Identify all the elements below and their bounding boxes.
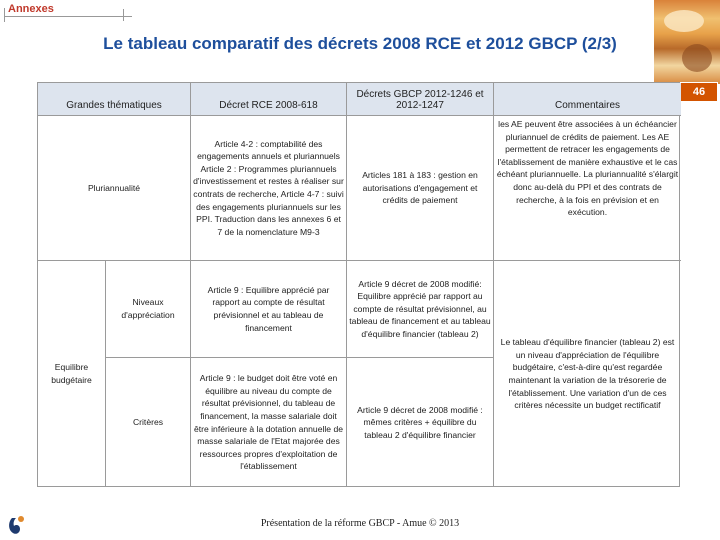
sub-niveaux-label: Niveaux d'appréciation (121, 297, 175, 320)
comparison-table (37, 82, 680, 487)
column-header-themes: Grandes thématiques (38, 83, 191, 116)
sub-criteres-label: Critères (132, 417, 164, 428)
header-rule (4, 16, 132, 17)
gbcp-niveaux (347, 261, 494, 358)
rce-niveaux (191, 261, 347, 358)
gbcp-pluriannualite (347, 116, 494, 261)
gbcp-pluriannualite-text: Articles 181 à 183 : gestion en autorisations d'engagement et crédits de paiement (362, 170, 478, 206)
section-label: Annexes (8, 3, 54, 15)
rce-pluriannualite-text: Article 4-2 : comptabilité des engagements annuels et pluriannuels Article 2 : Programmes pluriannuels d'investissement et restes à réaliser sur contrats de recherche, Article 4-7 : suivi des engagements pluriannuels sur les PPI. Traduction dans les annexes 6 et 7 de la nomenclature M9-3 (193, 138, 344, 237)
page-number-badge: 46 (680, 82, 718, 102)
column-header-comments: Commentaires (494, 83, 681, 116)
sub-criteres (106, 358, 191, 487)
header-left-tick (4, 8, 5, 22)
gbcp-criteres (347, 358, 494, 487)
rce-pluriannualite (191, 116, 347, 261)
rce-criteres-text: Article 9 : le budget doit être voté en équilibre au niveau du compte de résultat prévisionnel, du tableau de financement, la masse salariale doit être inférieure à la dotation annuelle de masse salariale de l'Etat majorée des ressources propres d'exploitation de l'établissement (193, 373, 344, 472)
gbcp-niveaux-text: Article 9 décret de 2008 modifié: Equilibre apprécié par rapport au compte de résultat prévisionnel, au tableau de financement et au tableau d'équilibre financier (tableau 2) (349, 278, 491, 339)
comment-equilibre (494, 261, 681, 487)
page-title: Le tableau comparatif des décrets 2008 RCE et 2012 GBCP (2/3) (103, 34, 617, 53)
column-header-gbcp: Décrets GBCP 2012-1246 et 2012-1247 (347, 83, 494, 116)
rce-niveaux-text: Article 9 : Equilibre apprécié par rapport au compte de résultat prévisionnel et au tableau de financement (207, 284, 330, 333)
footer-text: Présentation de la réforme GBCP - Amue © 2013 (260, 518, 460, 529)
comment-pluriannualite (494, 116, 681, 261)
theme-pluriannualite (38, 116, 191, 261)
theme-pluriannualite-label: Pluriannualité (87, 182, 141, 193)
header-tick (123, 9, 124, 21)
theme-equilibre-label: Equilibre budgétaire (51, 362, 92, 385)
column-header-rce: Décret RCE 2008-618 (191, 83, 347, 116)
gbcp-criteres-text: Article 9 décret de 2008 modifié : mêmes critères + équilibre du tableau 2 d'équilibre financier (357, 404, 483, 440)
rce-criteres (191, 358, 347, 487)
comment-pluriannualite-text: les AE peuvent être associées à un échéancier pluriannuel de crédits de paiement. Les AE permettent de retracer les engagements de l'établissement de manière exhaustive et le cas échéant pluriannuelle. La pluriannualité s'élargit donc au-delà du PPI et des contrats de recherche, à la fois en prévision et en exécution. (496, 119, 679, 218)
theme-equilibre (38, 261, 106, 487)
sub-niveaux (106, 261, 191, 358)
comment-equilibre-text: Le tableau d'équilibre financier (tableau 2) est un niveau d'appréciation de l'équilibre budgétaire, c'est-à-dire qu'est regardée maintenant la variation de la trésorerie de l'établissement. Une variation d'un de ces critères nécessite un budget rectificatif (500, 337, 675, 411)
photo-highlight (664, 10, 704, 32)
